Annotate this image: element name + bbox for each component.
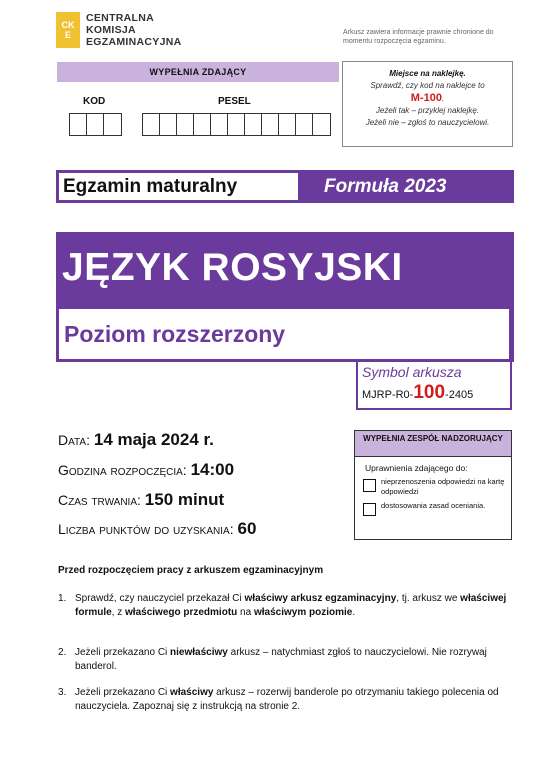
- instruction-2: 2. Jeżeli przekazano Ci niewłaściwy arkusz – natychmiast zgłoś to nauczycielowi. Nie rozrywaj banderol.: [58, 647, 487, 672]
- team-item-no-transfer: nieprzenoszenia odpowiedzi na kartę odpowiedzi: [363, 477, 511, 497]
- subject-band: [56, 232, 514, 362]
- no-transfer-checkbox[interactable]: [363, 479, 376, 492]
- exam-band: [56, 170, 514, 203]
- sticker-area: Miejsce na naklejkę. Sprawdź, czy kod na naklejce to M-100. Jeżeli tak – przyklej naklejkę. Jeżeli nie – zgłoś to nauczycielowi.: [342, 61, 513, 147]
- supervising-team-box: WYPEŁNIA ZESPÓŁ NADZORUJĄCY Uprawnienia zdającego do: nieprzenoszenia odpowiedzi na kartę odpowiedzi dostosowania zasad oceniania.: [354, 430, 512, 540]
- instructions-heading: Przed rozpoczęciem pracy z arkuszem egzaminacyjnym: [58, 565, 324, 576]
- cke-logo: [56, 12, 182, 48]
- kod-label: KOD: [83, 96, 106, 107]
- instruction-3: 3. Jeżeli przekazano Ci właściwy arkusz – rozerwij banderole po otrzymaniu takiego polecenia od nauczyciela. Zapoznaj się z instrukcją na stronie 2.: [58, 687, 499, 712]
- symbol-box: Symbol arkusza MJRP-R0-100-2405: [356, 362, 512, 410]
- adjusted-grading-checkbox[interactable]: [363, 503, 376, 516]
- subject-level: Poziom rozszerzony: [59, 309, 509, 359]
- info-start-time: Godzina rozpoczęcia: 14:00: [58, 460, 235, 479]
- subject-title: JĘZYK ROSYJSKI: [62, 246, 403, 289]
- cke-logo-mark: CK E: [56, 12, 80, 48]
- kod-boxes[interactable]: [69, 113, 122, 136]
- cke-logo-text: CENTRALNA KOMISJA EGZAMINACYJNA: [86, 12, 182, 48]
- team-item-adjusted-grading: dostosowania zasad oceniania.: [363, 501, 511, 516]
- sticker-code: M-100: [410, 92, 442, 104]
- exam-formula: Formuła 2023: [324, 176, 447, 197]
- instruction-1: 1. Sprawdź, czy nauczyciel przekazał Ci właściwy arkusz egzaminacyjny, tj. arkusz we właściwej formule, z właściwego przedmiotu na właściwym poziomie.: [58, 593, 507, 618]
- pesel-boxes[interactable]: [142, 113, 331, 136]
- info-duration: Czas trwania: 150 minut: [58, 490, 225, 509]
- info-date: Data: 14 maja 2024 r.: [58, 430, 214, 449]
- exam-name: Egzamin maturalny: [59, 173, 298, 200]
- pesel-label: PESEL: [218, 96, 251, 107]
- candidate-fill-header: WYPEŁNIA ZDAJĄCY: [57, 62, 339, 82]
- protected-info-note: Arkusz zawiera informacje prawnie chronione do momentu rozpoczęcia egzaminu.: [343, 29, 494, 45]
- symbol-code: MJRP-R0-100-2405: [362, 382, 474, 403]
- info-points: Liczba punktów do uzyskania: 60: [58, 519, 257, 538]
